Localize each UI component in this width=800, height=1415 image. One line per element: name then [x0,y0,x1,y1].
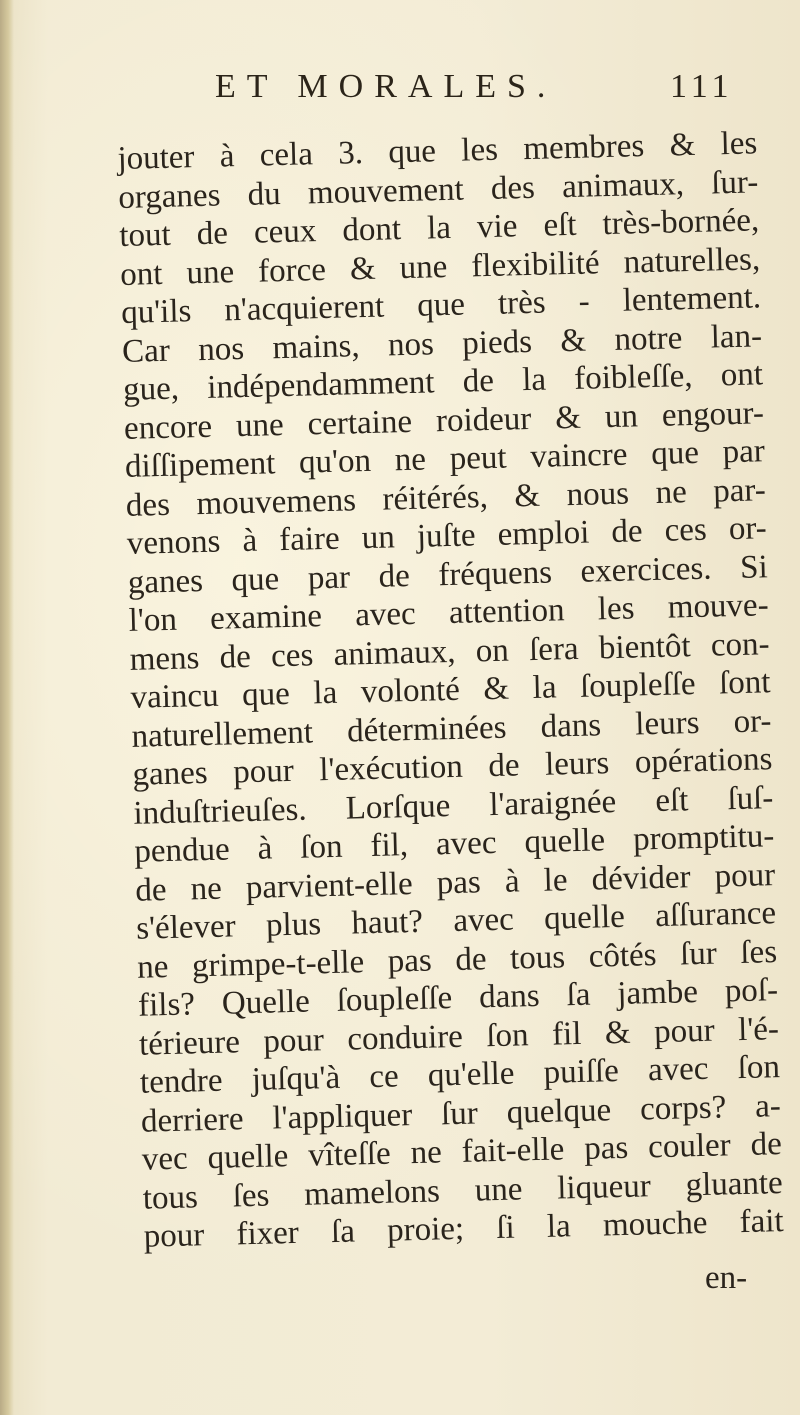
text-line: pendue à ſon fil, avec quelle promptitu- [133,818,775,870]
text-line: ganes que par de fréquens exercices. Si [127,548,769,601]
text-line: tout de ceux dont la vie eſt très-bornée, [118,202,760,254]
body-text [117,124,784,1256]
text-line: de ne parvient-elle pas à le dévider pour [134,856,776,909]
text-line: naturellement déterminées dans leurs or- [131,702,772,755]
text-line: fils? Quelle ſoupleſſe dans ſa jambe poſ- [137,972,779,1024]
text-line: qu'ils n'acquierent que très - lentement. [120,279,762,331]
text-line: gue, indépendamment de la foibleſſe, ont [122,356,764,408]
running-head: ET MORALES. [215,68,557,105]
text-line: s'élever plus haut? avec quelle aſſurance [135,895,777,947]
text-line: térieure pour conduire ſon fil & pour l'é- [138,1010,780,1063]
text-line: pour fixer ſa proie; ſi la mouche fait [143,1203,785,1255]
text-line: tous ſes mamelons une liqueur gluante [142,1164,784,1217]
text-line: jouter à cela 3. que les membres & les [117,125,758,177]
text-line: ganes pour l'exécution de leurs opérations [132,741,773,793]
text-line: vaincu que la volonté & la ſoupleſſe ſont [130,664,771,716]
text-line: ne grimpe-t-elle pas de tous côtés ſur ſes [136,933,778,986]
page-header [215,68,775,128]
page-gutter [0,0,14,1415]
text-line: organes du mouvement des animaux, ſur- [117,163,759,216]
page-number: 111 [670,68,734,105]
text-line: induſtrieuſes. Lorſque l'araignée eſt ſuſ- [133,779,774,832]
text-line: encore une certaine roideur & un engour- [123,394,765,447]
text-line: ont une force & une flexibilité naturelles, [119,240,761,293]
text-line: l'on examine avec attention les mouve- [128,587,770,639]
text-line: diſſipement qu'on ne peut vaincre que par [124,433,766,485]
text-line: tendre juſqu'à ce qu'elle puiſſe avec ſon [139,1049,781,1101]
text-line: mens de ces animaux, on ſera bientôt con- [129,625,770,678]
catchword: en- [705,1260,748,1296]
text-line: derriere l'appliquer ſur quelque corps? a- [140,1087,782,1140]
text-line: vec quelle vîteſſe ne fait-elle pas couler de [141,1126,783,1178]
text-line: Car nos mains, nos pieds & notre lan- [121,317,763,370]
text-line: des mouvemens réitérés, & nous ne par- [125,471,767,524]
text-line: venons à faire un juſte emploi de ces or- [126,510,768,562]
